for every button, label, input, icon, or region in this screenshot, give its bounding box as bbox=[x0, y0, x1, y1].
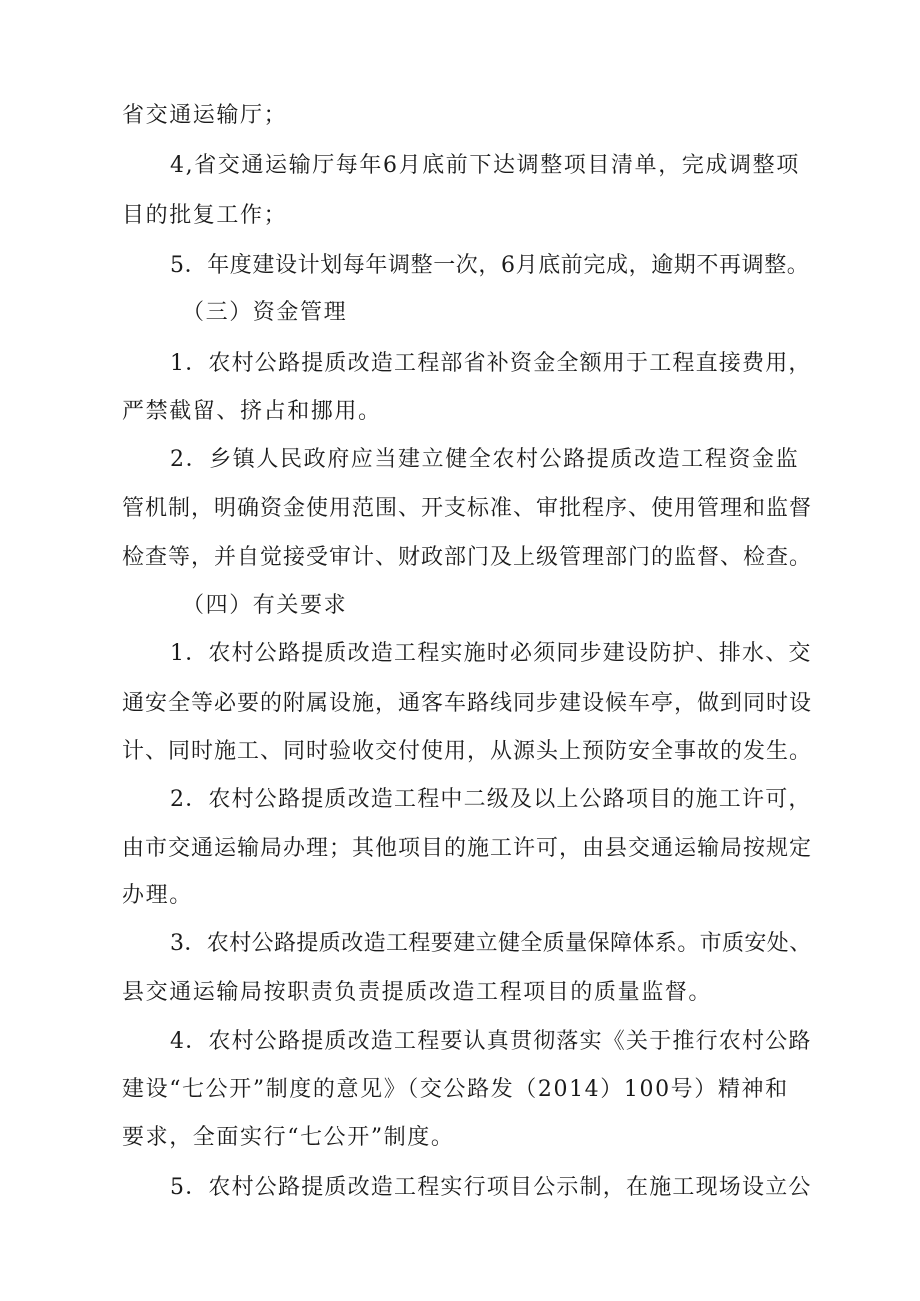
text-line: 1．农村公路提质改造工程实施时必须同步建设防护、排水、交 bbox=[170, 641, 812, 666]
text-line: 5．农村公路提质改造工程实行项目公示制，在施工现场设立公 bbox=[170, 1175, 812, 1200]
text-line: 县交通运输局按职责负责提质改造工程项目的质量监督。 bbox=[122, 980, 713, 1005]
text-line: 2．乡镇人民政府应当建立健全农村公路提质改造工程资金监 bbox=[170, 447, 800, 472]
text-line: 要求，全面实行“七公开”制度。 bbox=[122, 1125, 455, 1150]
text-line: 4,省交通运输厅每年6月底前下达调整项目清单，完成调整项 bbox=[170, 153, 800, 178]
text-line: 计、同时施工、同时验收交付使用，从源头上预防安全事故的发生。 bbox=[122, 739, 813, 764]
text-line: 5．年度建设计划每年调整一次，6月底前完成，逾期不再调整。 bbox=[170, 253, 810, 278]
text-line: 检查等，并自觉接受审计、财政部门及上级管理部门的监督、检查。 bbox=[122, 545, 813, 570]
text-line: 办理。 bbox=[122, 883, 193, 908]
text-line: 2．农村公路提质改造工程中二级及以上公路项目的施工许可， bbox=[170, 787, 812, 812]
text-line: 1．农村公路提质改造工程部省补资金全额用于工程直接费用， bbox=[170, 351, 812, 376]
text-line: 建设“七公开”制度的意见》（交公路发（2014）100号）精神和 bbox=[122, 1077, 789, 1102]
section-heading: （四）有关要求 bbox=[182, 593, 348, 618]
text-line: 严禁截留、挤占和挪用。 bbox=[122, 399, 382, 424]
text-line: 通安全等必要的附属设施，通客车路线同步建设候车亭，做到同时设 bbox=[122, 691, 813, 716]
text-line: 目的批复工作； bbox=[122, 203, 288, 228]
section-heading: （三）资金管理 bbox=[182, 300, 348, 325]
text-line: 管机制，明确资金使用范围、开支标准、审批程序、使用管理和监督 bbox=[122, 496, 813, 521]
text-line: 3．农村公路提质改造工程要建立健全质量保障体系。市质安处、 bbox=[170, 931, 812, 956]
text-line: 省交通运输厅； bbox=[122, 103, 288, 128]
text-line: 4．农村公路提质改造工程要认真贯彻落实《关于推行农村公路 bbox=[170, 1029, 812, 1054]
text-line: 由市交通运输局办理；其他项目的施工许可，由县交通运输局按规定 bbox=[122, 836, 813, 861]
